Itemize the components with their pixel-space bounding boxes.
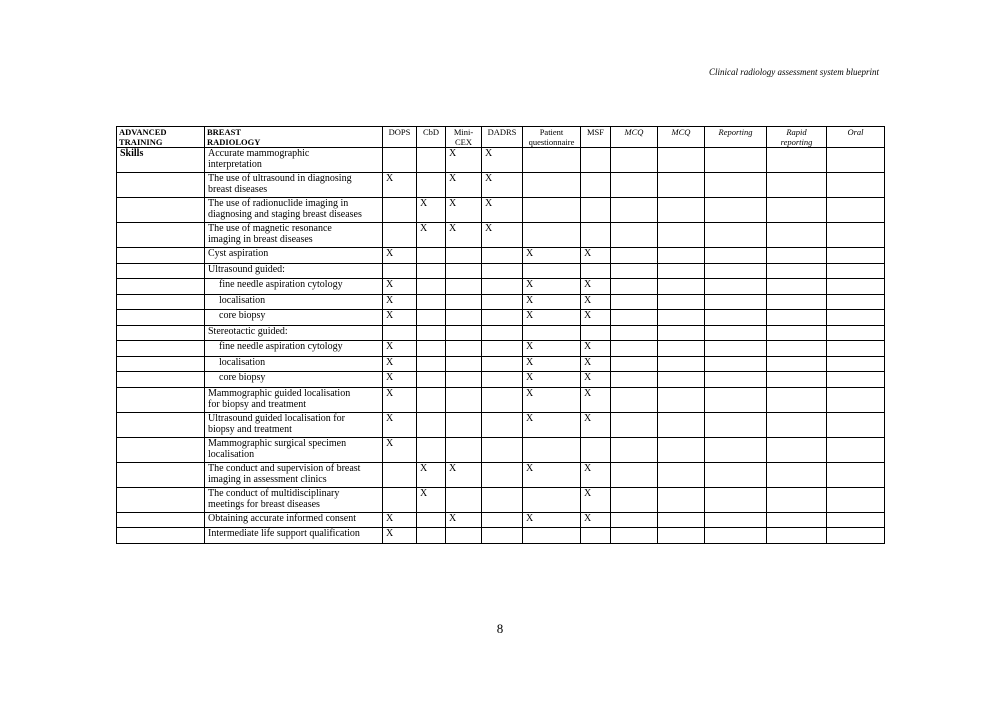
mark-patient [523, 148, 581, 173]
mark-dadrs [482, 356, 523, 372]
table-row [117, 356, 885, 372]
empty-cell-mcq-2 [658, 462, 705, 487]
mark-dadrs [482, 279, 523, 295]
empty-cell-oral [827, 223, 885, 248]
mark-dops: X [383, 248, 417, 264]
table-row [117, 412, 885, 437]
mark-dadrs: X [482, 198, 523, 223]
skill-item: core biopsy [205, 372, 383, 388]
col-header-training: ADVANCED TRAINING [117, 127, 205, 148]
skill-item: localisation [205, 356, 383, 372]
empty-cell-oral [827, 462, 885, 487]
table-row [117, 462, 885, 487]
empty-cell-mcq-1 [611, 462, 658, 487]
section-cell [117, 356, 205, 372]
table-row [117, 325, 885, 341]
col-header-oral: Oral [827, 127, 885, 148]
empty-cell-oral [827, 512, 885, 528]
mark-minicex [446, 279, 482, 295]
mark-minicex [446, 263, 482, 279]
empty-cell-mcq-2 [658, 512, 705, 528]
empty-cell-reporting [705, 512, 767, 528]
empty-cell-rapid-reporting [767, 387, 827, 412]
empty-cell-reporting [705, 294, 767, 310]
mark-minicex: X [446, 148, 482, 173]
mark-cbd [417, 173, 446, 198]
table-row [117, 148, 885, 173]
mark-msf: X [581, 462, 611, 487]
empty-cell-mcq-1 [611, 294, 658, 310]
table-row [117, 173, 885, 198]
empty-cell-mcq-2 [658, 263, 705, 279]
table-row [117, 387, 885, 412]
mark-dops [383, 263, 417, 279]
empty-cell-oral [827, 325, 885, 341]
assessment-blueprint-table [116, 126, 885, 544]
mark-dadrs [482, 512, 523, 528]
page-number: 8 [496, 621, 504, 636]
empty-cell-reporting [705, 341, 767, 357]
mark-dops [383, 198, 417, 223]
col-header-msf: MSF [581, 127, 611, 148]
empty-cell-reporting [705, 412, 767, 437]
mark-dops: X [383, 279, 417, 295]
mark-patient: X [523, 248, 581, 264]
empty-cell-mcq-2 [658, 437, 705, 462]
table-row [117, 372, 885, 388]
mark-minicex [446, 437, 482, 462]
col-header-cbd: CbD [417, 127, 446, 148]
empty-cell-mcq-1 [611, 248, 658, 264]
table-row [117, 487, 885, 512]
mark-dadrs: X [482, 173, 523, 198]
empty-cell-reporting [705, 528, 767, 544]
table-row [117, 512, 885, 528]
mark-dadrs [482, 487, 523, 512]
mark-msf: X [581, 512, 611, 528]
mark-cbd [417, 325, 446, 341]
mark-minicex: X [446, 462, 482, 487]
mark-cbd [417, 356, 446, 372]
mark-cbd [417, 294, 446, 310]
skill-item: The use of radionuclide imaging in diagnosing and staging breast diseases [205, 198, 383, 223]
section-cell [117, 387, 205, 412]
mark-patient: X [523, 412, 581, 437]
skill-item: Mammographic surgical specimen localisation [205, 437, 383, 462]
mark-minicex: X [446, 223, 482, 248]
empty-cell-mcq-1 [611, 341, 658, 357]
mark-msf [581, 198, 611, 223]
empty-cell-rapid-reporting [767, 248, 827, 264]
mark-dops: X [383, 173, 417, 198]
mark-minicex [446, 387, 482, 412]
skill-item: fine needle aspiration cytology [205, 279, 383, 295]
empty-cell-mcq-2 [658, 372, 705, 388]
mark-dops: X [383, 372, 417, 388]
empty-cell-rapid-reporting [767, 223, 827, 248]
mark-msf: X [581, 356, 611, 372]
empty-cell-mcq-2 [658, 223, 705, 248]
mark-patient: X [523, 279, 581, 295]
skill-item: core biopsy [205, 310, 383, 326]
mark-minicex [446, 528, 482, 544]
mark-patient [523, 223, 581, 248]
empty-cell-rapid-reporting [767, 325, 827, 341]
mark-msf [581, 148, 611, 173]
mark-msf: X [581, 487, 611, 512]
empty-cell-mcq-2 [658, 148, 705, 173]
empty-cell-rapid-reporting [767, 279, 827, 295]
empty-cell-reporting [705, 462, 767, 487]
mark-patient [523, 325, 581, 341]
mark-cbd [417, 387, 446, 412]
empty-cell-mcq-1 [611, 512, 658, 528]
mark-cbd: X [417, 223, 446, 248]
mark-cbd [417, 263, 446, 279]
mark-patient: X [523, 387, 581, 412]
mark-cbd: X [417, 198, 446, 223]
empty-cell-reporting [705, 310, 767, 326]
empty-cell-mcq-1 [611, 148, 658, 173]
mark-dadrs: X [482, 148, 523, 173]
empty-cell-rapid-reporting [767, 412, 827, 437]
section-cell [117, 487, 205, 512]
mark-patient [523, 263, 581, 279]
mark-cbd: X [417, 462, 446, 487]
mark-minicex [446, 341, 482, 357]
col-header-mcq-1: MCQ [611, 127, 658, 148]
table-row [117, 341, 885, 357]
section-cell [117, 412, 205, 437]
mark-dops: X [383, 294, 417, 310]
mark-patient [523, 173, 581, 198]
mark-dadrs [482, 437, 523, 462]
col-header-reporting: Reporting [705, 127, 767, 148]
empty-cell-reporting [705, 198, 767, 223]
mark-patient: X [523, 341, 581, 357]
mark-msf: X [581, 279, 611, 295]
empty-cell-mcq-2 [658, 487, 705, 512]
empty-cell-rapid-reporting [767, 356, 827, 372]
mark-patient [523, 198, 581, 223]
mark-msf [581, 263, 611, 279]
empty-cell-oral [827, 372, 885, 388]
empty-cell-mcq-2 [658, 198, 705, 223]
mark-dops [383, 325, 417, 341]
empty-cell-mcq-1 [611, 356, 658, 372]
mark-patient: X [523, 462, 581, 487]
mark-msf: X [581, 294, 611, 310]
mark-dadrs [482, 263, 523, 279]
mark-minicex [446, 412, 482, 437]
empty-cell-oral [827, 263, 885, 279]
empty-cell-mcq-2 [658, 356, 705, 372]
skill-item: Ultrasound guided localisation for biopsy and treatment [205, 412, 383, 437]
skill-item: The use of ultrasound in diagnosing breast diseases [205, 173, 383, 198]
empty-cell-reporting [705, 356, 767, 372]
mark-dops: X [383, 387, 417, 412]
mark-patient [523, 437, 581, 462]
col-header-patient-questionnaire: Patient questionnaire [523, 127, 581, 148]
table-row [117, 223, 885, 248]
mark-minicex [446, 372, 482, 388]
empty-cell-rapid-reporting [767, 462, 827, 487]
empty-cell-rapid-reporting [767, 528, 827, 544]
empty-cell-oral [827, 487, 885, 512]
table-header-row [117, 127, 885, 148]
empty-cell-mcq-1 [611, 310, 658, 326]
empty-cell-rapid-reporting [767, 148, 827, 173]
mark-cbd: X [417, 487, 446, 512]
mark-minicex: X [446, 512, 482, 528]
mark-patient: X [523, 372, 581, 388]
empty-cell-oral [827, 279, 885, 295]
empty-cell-mcq-2 [658, 528, 705, 544]
mark-dops: X [383, 412, 417, 437]
empty-cell-mcq-1 [611, 437, 658, 462]
empty-cell-mcq-1 [611, 325, 658, 341]
empty-cell-mcq-1 [611, 279, 658, 295]
empty-cell-reporting [705, 263, 767, 279]
empty-cell-reporting [705, 248, 767, 264]
empty-cell-mcq-1 [611, 198, 658, 223]
mark-cbd [417, 412, 446, 437]
empty-cell-reporting [705, 148, 767, 173]
empty-cell-mcq-2 [658, 279, 705, 295]
empty-cell-mcq-2 [658, 248, 705, 264]
mark-dops: X [383, 356, 417, 372]
empty-cell-rapid-reporting [767, 372, 827, 388]
mark-dadrs [482, 310, 523, 326]
empty-cell-oral [827, 248, 885, 264]
section-cell [117, 372, 205, 388]
empty-cell-rapid-reporting [767, 198, 827, 223]
mark-dadrs [482, 412, 523, 437]
mark-msf [581, 528, 611, 544]
mark-dops: X [383, 310, 417, 326]
skill-item: fine needle aspiration cytology [205, 341, 383, 357]
empty-cell-mcq-2 [658, 412, 705, 437]
table-row [117, 437, 885, 462]
empty-cell-rapid-reporting [767, 487, 827, 512]
skill-item: Ultrasound guided: [205, 263, 383, 279]
section-cell [117, 462, 205, 487]
mark-dadrs: X [482, 223, 523, 248]
mark-msf [581, 325, 611, 341]
empty-cell-oral [827, 173, 885, 198]
section-cell [117, 173, 205, 198]
empty-cell-reporting [705, 325, 767, 341]
mark-dops: X [383, 341, 417, 357]
skill-item: Accurate mammographic interpretation [205, 148, 383, 173]
table-row [117, 248, 885, 264]
mark-dadrs [482, 325, 523, 341]
empty-cell-mcq-2 [658, 294, 705, 310]
col-header-rapid-reporting: Rapid reporting [767, 127, 827, 148]
empty-cell-reporting [705, 279, 767, 295]
mark-dadrs [482, 387, 523, 412]
mark-patient: X [523, 512, 581, 528]
empty-cell-mcq-1 [611, 173, 658, 198]
mark-minicex [446, 294, 482, 310]
mark-msf [581, 223, 611, 248]
empty-cell-mcq-2 [658, 173, 705, 198]
empty-cell-oral [827, 198, 885, 223]
empty-cell-rapid-reporting [767, 310, 827, 326]
mark-dadrs [482, 372, 523, 388]
mark-cbd [417, 512, 446, 528]
mark-cbd [417, 310, 446, 326]
skill-item: Cyst aspiration [205, 248, 383, 264]
mark-minicex: X [446, 173, 482, 198]
table-row [117, 528, 885, 544]
mark-patient [523, 487, 581, 512]
mark-msf: X [581, 412, 611, 437]
empty-cell-oral [827, 294, 885, 310]
mark-msf: X [581, 372, 611, 388]
empty-cell-mcq-1 [611, 223, 658, 248]
mark-dops [383, 148, 417, 173]
mark-patient [523, 528, 581, 544]
mark-cbd [417, 341, 446, 357]
empty-cell-rapid-reporting [767, 437, 827, 462]
empty-cell-reporting [705, 387, 767, 412]
mark-cbd [417, 248, 446, 264]
mark-patient: X [523, 356, 581, 372]
empty-cell-mcq-1 [611, 372, 658, 388]
empty-cell-oral [827, 412, 885, 437]
empty-cell-reporting [705, 487, 767, 512]
mark-dadrs [482, 528, 523, 544]
skill-item: Intermediate life support qualification [205, 528, 383, 544]
mark-minicex [446, 310, 482, 326]
section-cell [117, 528, 205, 544]
mark-minicex [446, 487, 482, 512]
empty-cell-mcq-2 [658, 325, 705, 341]
mark-dops [383, 223, 417, 248]
mark-cbd [417, 528, 446, 544]
empty-cell-oral [827, 148, 885, 173]
skill-item: The use of magnetic resonance imaging in breast diseases [205, 223, 383, 248]
section-cell [117, 279, 205, 295]
empty-cell-mcq-1 [611, 387, 658, 412]
mark-minicex: X [446, 198, 482, 223]
empty-cell-oral [827, 437, 885, 462]
mark-msf: X [581, 387, 611, 412]
empty-cell-oral [827, 528, 885, 544]
section-cell [117, 198, 205, 223]
section-cell [117, 294, 205, 310]
table-row [117, 198, 885, 223]
empty-cell-oral [827, 387, 885, 412]
mark-dadrs [482, 248, 523, 264]
mark-dops: X [383, 512, 417, 528]
table-row [117, 263, 885, 279]
mark-dadrs [482, 294, 523, 310]
mark-minicex [446, 325, 482, 341]
mark-msf: X [581, 310, 611, 326]
empty-cell-oral [827, 356, 885, 372]
mark-dops [383, 487, 417, 512]
mark-minicex [446, 248, 482, 264]
mark-dops: X [383, 437, 417, 462]
col-header-dadrs: DADRS [482, 127, 523, 148]
mark-dadrs [482, 462, 523, 487]
col-header-minicex: Mini- CEX [446, 127, 482, 148]
section-cell [117, 248, 205, 264]
empty-cell-mcq-1 [611, 412, 658, 437]
section-cell [117, 310, 205, 326]
empty-cell-mcq-2 [658, 387, 705, 412]
skill-item: The conduct and supervision of breast imaging in assessment clinics [205, 462, 383, 487]
empty-cell-reporting [705, 437, 767, 462]
section-cell [117, 263, 205, 279]
table-row [117, 279, 885, 295]
empty-cell-oral [827, 341, 885, 357]
section-cell [117, 437, 205, 462]
empty-cell-rapid-reporting [767, 341, 827, 357]
table-row [117, 310, 885, 326]
section-cell [117, 325, 205, 341]
section-label: Skills [117, 148, 205, 173]
empty-cell-mcq-2 [658, 310, 705, 326]
skill-item: The conduct of multidisciplinary meetings for breast diseases [205, 487, 383, 512]
empty-cell-rapid-reporting [767, 263, 827, 279]
skill-item: localisation [205, 294, 383, 310]
col-header-mcq-2: MCQ [658, 127, 705, 148]
mark-cbd [417, 148, 446, 173]
empty-cell-mcq-1 [611, 263, 658, 279]
empty-cell-rapid-reporting [767, 173, 827, 198]
mark-cbd [417, 372, 446, 388]
section-cell [117, 341, 205, 357]
mark-msf: X [581, 248, 611, 264]
mark-msf [581, 173, 611, 198]
empty-cell-reporting [705, 372, 767, 388]
col-header-dops: DOPS [383, 127, 417, 148]
skill-item: Obtaining accurate informed consent [205, 512, 383, 528]
empty-cell-mcq-1 [611, 528, 658, 544]
col-header-topic: BREAST RADIOLOGY [205, 127, 383, 148]
table-row [117, 294, 885, 310]
mark-dops [383, 462, 417, 487]
mark-cbd [417, 279, 446, 295]
section-cell [117, 512, 205, 528]
empty-cell-mcq-2 [658, 341, 705, 357]
empty-cell-mcq-1 [611, 487, 658, 512]
empty-cell-reporting [705, 173, 767, 198]
mark-patient: X [523, 310, 581, 326]
mark-patient: X [523, 294, 581, 310]
mark-cbd [417, 437, 446, 462]
empty-cell-rapid-reporting [767, 294, 827, 310]
skill-item: Mammographic guided localisation for biopsy and treatment [205, 387, 383, 412]
empty-cell-reporting [705, 223, 767, 248]
running-header: Clinical radiology assessment system blueprint [709, 67, 879, 77]
skill-item: Stereotactic guided: [205, 325, 383, 341]
mark-msf [581, 437, 611, 462]
empty-cell-oral [827, 310, 885, 326]
mark-dops: X [383, 528, 417, 544]
mark-minicex [446, 356, 482, 372]
empty-cell-rapid-reporting [767, 512, 827, 528]
mark-dadrs [482, 341, 523, 357]
section-cell [117, 223, 205, 248]
mark-msf: X [581, 341, 611, 357]
